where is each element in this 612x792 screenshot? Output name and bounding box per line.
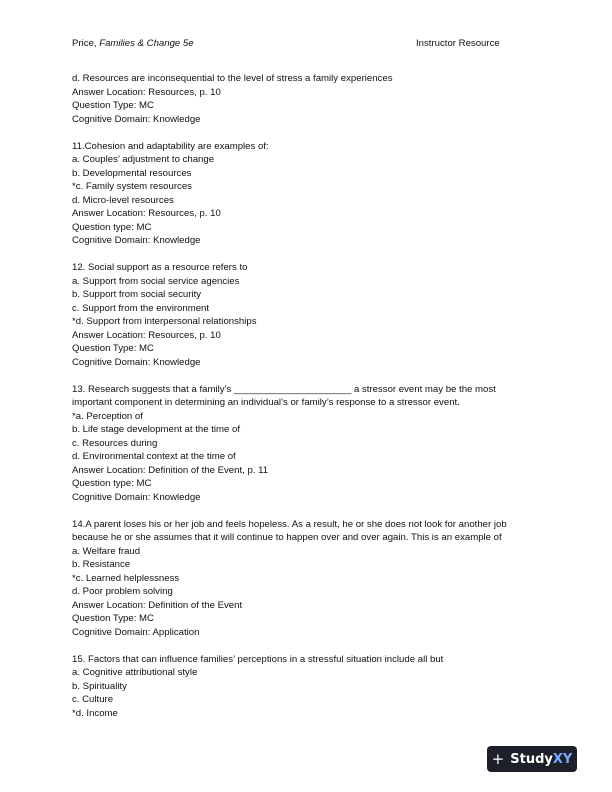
text-line: d. Poor problem solving <box>72 586 173 597</box>
question-block <box>72 518 544 640</box>
text-line: Answer Location: Definition of the Event <box>72 599 243 611</box>
text-line: Cognitive Domain: Knowledge <box>72 235 201 246</box>
text-line: Cognitive Domain: Knowledge <box>72 356 201 368</box>
text-line: a. Support from social service agencies <box>72 275 240 287</box>
text-line: a. Welfare fraud <box>72 545 141 557</box>
text-line: b. Resistance <box>72 559 131 570</box>
text-line: Question type: MC <box>72 478 152 489</box>
text-line: Cognitive Domain: Knowledge <box>72 113 201 125</box>
text-line: Cognitive Domain: Knowledge <box>72 491 201 503</box>
text-line: *c. Learned helplessness <box>72 572 180 584</box>
text-line: important component in determining an individual’s or family’s response to a stressor event. <box>72 397 460 408</box>
text-line: c. Support from the environment <box>72 302 210 314</box>
text-line: b. Support from social security <box>72 289 202 300</box>
text-line: Answer Location: Definition of the Event, p. 11 <box>72 464 269 476</box>
text-line: Answer Location: Resources, p. 10 <box>72 208 221 219</box>
text-line: *d. Support from interpersonal relationships <box>72 316 257 327</box>
header-citation <box>72 38 194 49</box>
text-line: b. Spirituality <box>72 680 127 692</box>
question-block <box>72 140 544 248</box>
text-line: Question type: MC <box>72 221 152 233</box>
question-block <box>72 653 544 721</box>
text-line: Question Type: MC <box>72 613 154 624</box>
question-block <box>72 261 544 369</box>
header-author: Price, <box>72 38 100 49</box>
text-line: because he or she assumes that it will continue to happen over and over again. This is an example of <box>72 532 502 543</box>
text-line: d. Environmental context at the time of <box>72 451 236 462</box>
text-line: *c. Family system resources <box>72 181 192 192</box>
text-line: Question Type: MC <box>72 343 154 354</box>
text-line: d. Micro-level resources <box>72 194 174 206</box>
text-line: c. Resources during <box>72 437 158 449</box>
logo-text-accent: XY <box>552 751 573 767</box>
text-line: Answer Location: Resources, p. 10 <box>72 86 221 98</box>
header-book-title: Families & Change 5e <box>99 38 194 49</box>
logo-text-main: Study <box>510 751 553 767</box>
text-line: *a. Perception of <box>72 410 143 422</box>
text-line: a. Couples’ adjustment to change <box>72 154 215 165</box>
text-line: Answer Location: Resources, p. 10 <box>72 329 221 341</box>
studyxy-logo <box>487 746 577 772</box>
text-line: 14.A parent loses his or her job and feels hopeless. As a result, he or she does not look for another job <box>72 518 507 530</box>
text-line: Question Type: MC <box>72 100 154 111</box>
text-line: 11.Cohesion and adaptability are examples of: <box>72 140 269 152</box>
header-resource-label: Instructor Resource <box>416 38 500 49</box>
text-line: b. Developmental resources <box>72 167 192 179</box>
text-line: Cognitive Domain: Application <box>72 626 200 638</box>
text-line: c. Culture <box>72 694 114 705</box>
text-line: a. Cognitive attributional style <box>72 667 198 678</box>
text-line: d. Resources are inconsequential to the level of stress a family experiences <box>72 73 393 84</box>
text-line: 12. Social support as a resource refers to <box>72 262 248 273</box>
page-header <box>72 38 504 52</box>
text-line: 13. Research suggests that a family’s ______________________ a stressor event may be the most <box>72 383 496 395</box>
question-list <box>72 72 544 734</box>
text-line: 15. Factors that can influence families’ perceptions in a stressful situation include all but <box>72 653 444 665</box>
question-block <box>72 383 544 505</box>
plus-icon: + <box>491 750 505 768</box>
question-block <box>72 72 544 126</box>
text-line: *d. Income <box>72 707 118 719</box>
text-line: b. Life stage development at the time of <box>72 424 240 435</box>
